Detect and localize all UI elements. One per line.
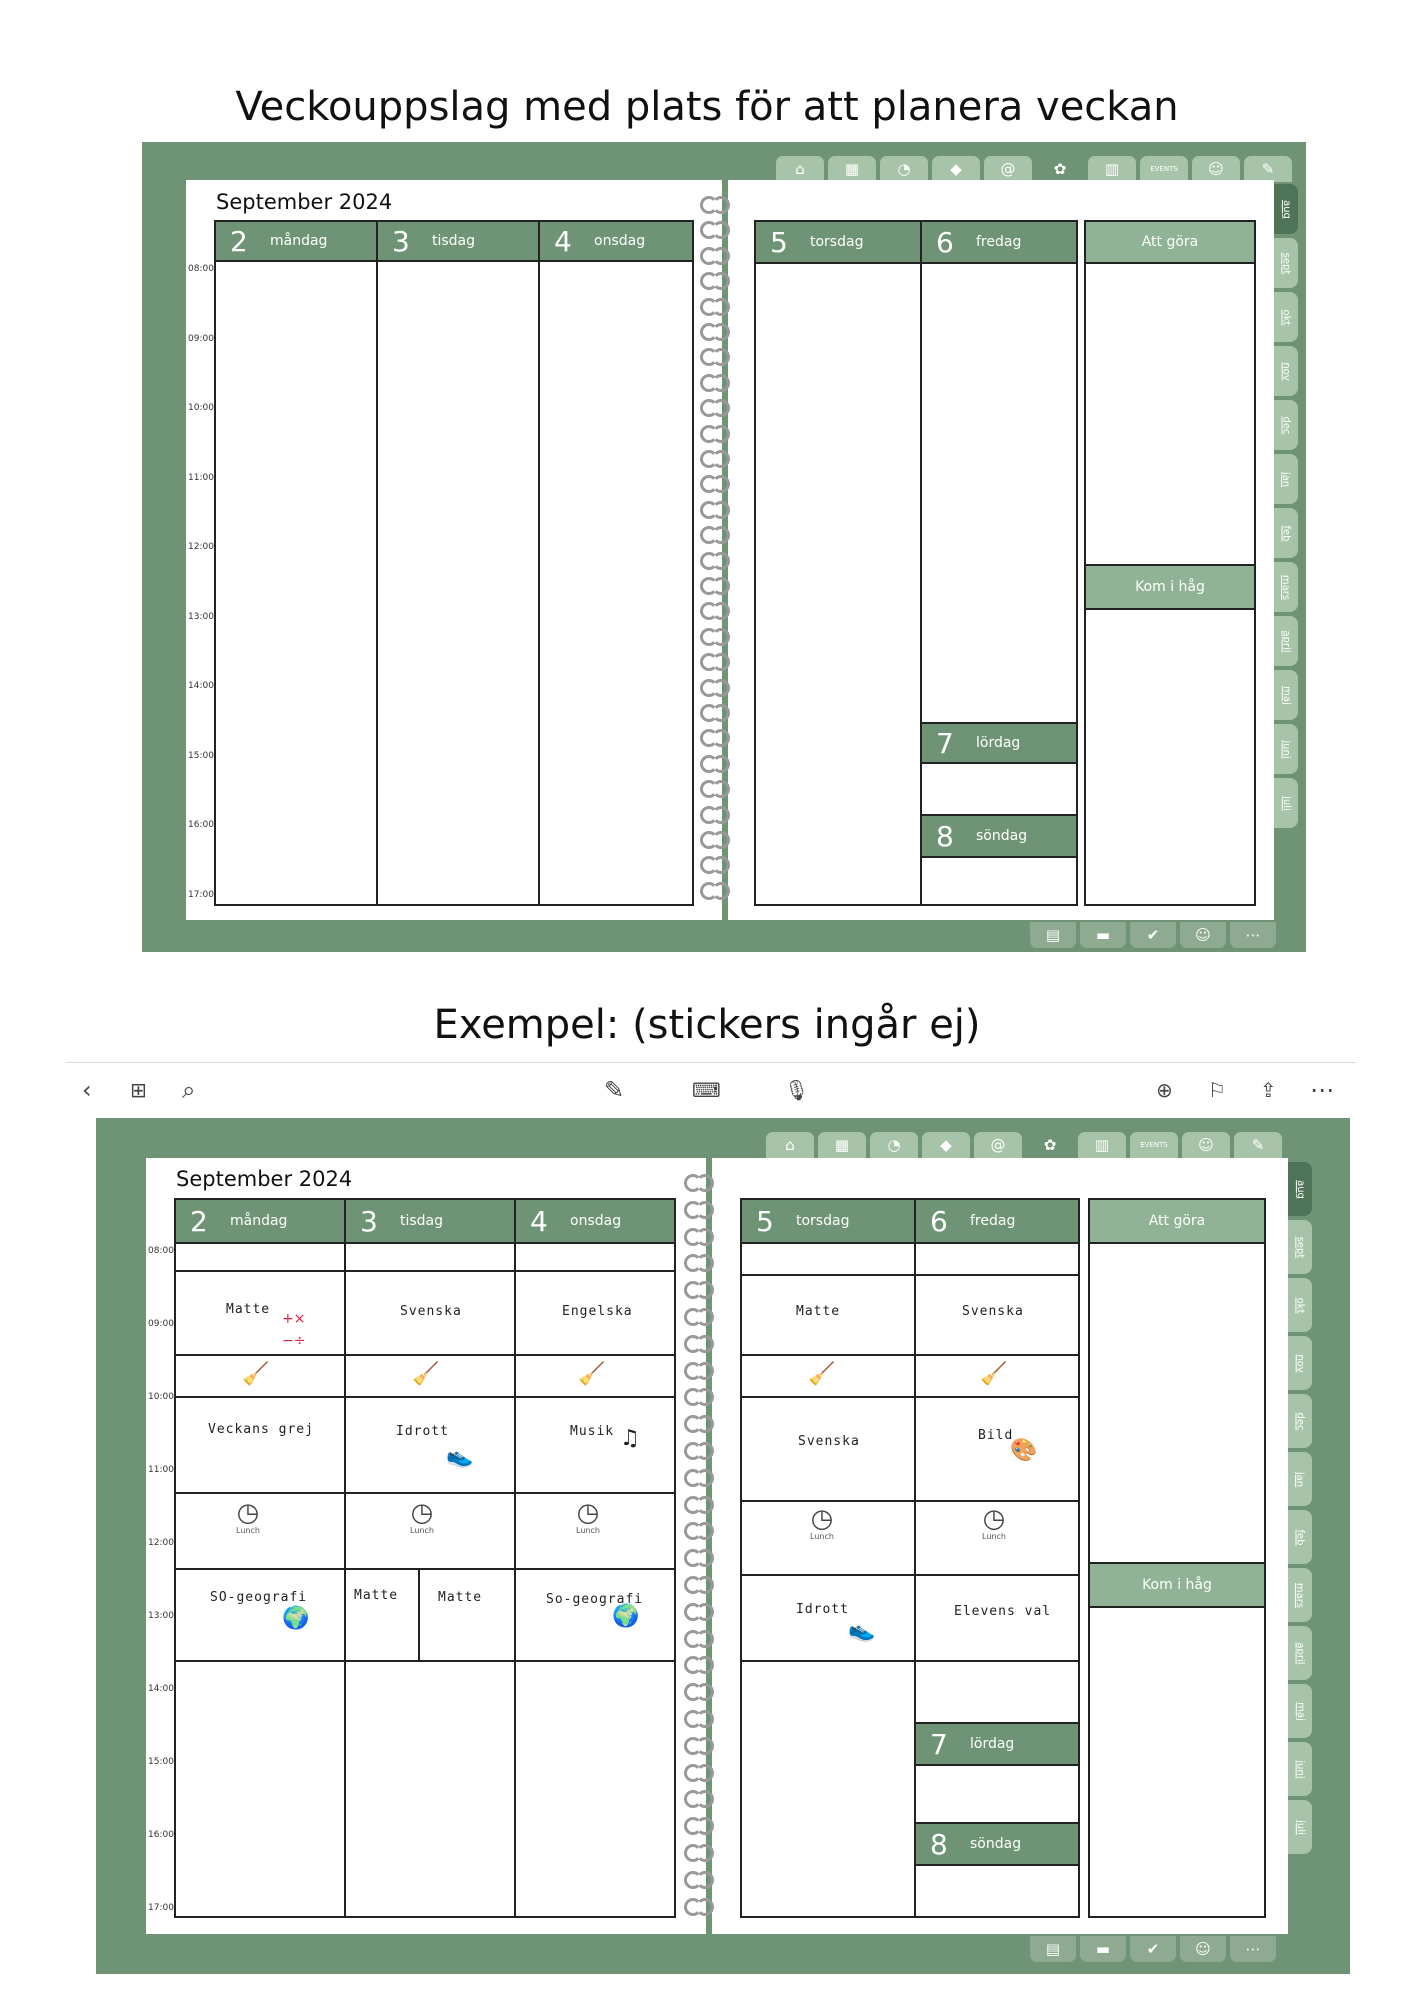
broom-icon: 🧹: [242, 1362, 270, 1387]
spiral-ring: [684, 1306, 714, 1322]
broom-icon: 🧹: [412, 1362, 440, 1387]
time-label: 16:00: [148, 1830, 174, 1840]
spiral-ring: [700, 550, 730, 566]
more-icon[interactable]: ⋯: [1230, 922, 1276, 948]
month-tab-maj[interactable]: maj: [1288, 1684, 1312, 1738]
time-label: 12:00: [148, 1538, 174, 1548]
month-tab-juni[interactable]: juni: [1274, 724, 1298, 774]
time-label: 14:00: [188, 681, 214, 691]
bottom-tab-bar: [1030, 1936, 1276, 1962]
divider: [740, 1500, 1080, 1502]
day-header-saturday: 7 lördag: [920, 722, 1078, 764]
lesson-label: Engelska: [562, 1304, 633, 1319]
bottom-tab-bar: [1030, 922, 1276, 948]
time-label: 15:00: [148, 1757, 174, 1767]
spiral-ring: [684, 1628, 714, 1644]
lunch-clock-icon: ◷ Lunch: [576, 1498, 600, 1535]
month-tabs: [1274, 184, 1298, 828]
spiral-ring: [684, 1467, 714, 1483]
time-label: 14:00: [148, 1684, 174, 1694]
spiral-ring: [684, 1842, 714, 1858]
spiral-ring: [684, 1172, 714, 1188]
spiral-ring: [700, 499, 730, 515]
lunch-clock-icon: ◷ Lunch: [410, 1498, 434, 1535]
lunch-clock-icon: ◷ Lunch: [982, 1504, 1006, 1541]
spiral-ring: [700, 677, 730, 693]
spiral-ring: [700, 346, 730, 362]
month-tab-sept[interactable]: sept: [1288, 1220, 1312, 1274]
day-header-friday: 6 fredag: [914, 1198, 1080, 1244]
spiral-ring: [700, 702, 730, 718]
month-tab-aug[interactable]: aug: [1288, 1162, 1312, 1216]
top-heading: Veckouppslag med plats för att planera veckan: [235, 84, 1179, 130]
lesson-label: Veckans grej: [208, 1422, 314, 1437]
sneaker-icon: 👟: [848, 1618, 876, 1643]
lesson-label: Matte: [354, 1588, 399, 1603]
month-tabs: [1288, 1162, 1312, 1854]
time-label: 08:00: [188, 264, 214, 274]
remember-header: Kom i håg: [1088, 1562, 1266, 1608]
day-header-thursday: 5 torsdag: [754, 220, 922, 264]
right-day-columns[interactable]: [740, 1242, 1080, 1918]
lesson-label: Svenska: [798, 1434, 860, 1449]
divider: [174, 1492, 676, 1494]
top-tab-bar: [766, 1132, 1282, 1158]
month-tab-mars[interactable]: mars: [1288, 1568, 1312, 1622]
divider: [740, 1660, 1080, 1662]
month-tab-juli[interactable]: juli: [1274, 778, 1298, 828]
month-tab-juli[interactable]: juli: [1288, 1800, 1312, 1854]
globe-icon: 🌍: [282, 1606, 310, 1631]
spiral-ring: [684, 1279, 714, 1295]
time-label: 11:00: [188, 473, 214, 483]
school-icon[interactable]: ▥: [1078, 1132, 1126, 1158]
divider: [920, 262, 922, 906]
smiley-icon[interactable]: ☺: [1180, 922, 1226, 948]
spiral-ring: [700, 880, 730, 896]
spiral-ring: [700, 473, 730, 489]
divider: [376, 260, 378, 906]
time-label: 15:00: [188, 751, 214, 761]
smiley-icon[interactable]: ☺: [1180, 1936, 1226, 1962]
lesson-label: Matte: [226, 1302, 271, 1317]
spiral-ring: [684, 1386, 714, 1402]
top-tab-bar: [776, 156, 1292, 182]
month-tab-feb[interactable]: feb: [1274, 508, 1298, 558]
lesson-label: Musik: [570, 1424, 615, 1439]
divider: [344, 1242, 346, 1918]
spiral-ring: [684, 1788, 714, 1804]
pen-icon[interactable]: ✎: [604, 1076, 625, 1104]
spiral-ring: [700, 854, 730, 870]
events-icon[interactable]: EVENTS: [1140, 156, 1188, 182]
right-day-columns[interactable]: [754, 262, 1078, 906]
month-tab-nov[interactable]: nov: [1274, 346, 1298, 396]
left-day-columns[interactable]: [174, 1242, 676, 1918]
todo-header: Att göra: [1084, 220, 1256, 264]
palette-icon: 🎨: [1010, 1438, 1038, 1463]
time-label: 17:00: [148, 1903, 174, 1913]
spiral-ring: [684, 1762, 714, 1778]
folder-icon[interactable]: ▬: [1080, 1936, 1126, 1962]
spiral-ring: [700, 245, 730, 261]
mic-icon[interactable]: 🎙: [784, 1078, 810, 1102]
time-label: 08:00: [148, 1246, 174, 1256]
spiral-ring: [700, 804, 730, 820]
divider: [740, 1396, 1080, 1398]
spiral-ring: [700, 651, 730, 667]
time-label: 13:00: [188, 612, 214, 622]
divider: [174, 1354, 676, 1356]
month-tab-feb[interactable]: feb: [1288, 1510, 1312, 1564]
grid-icon[interactable]: ⊞: [130, 1078, 147, 1102]
month-tab-april[interactable]: april: [1288, 1626, 1312, 1680]
time-label: 12:00: [188, 542, 214, 552]
spiral-ring: [700, 321, 730, 337]
spiral-ring: [684, 1681, 714, 1697]
day-header-monday: 2 måndag: [214, 220, 378, 262]
day-header-wednesday: 4 onsdag: [538, 220, 694, 262]
lesson-label: Matte: [796, 1304, 841, 1319]
folder-icon[interactable]: ▬: [1080, 922, 1126, 948]
month-tab-mars[interactable]: mars: [1274, 562, 1298, 612]
spiral-ring: [684, 1440, 714, 1456]
day-header-saturday: 7 lördag: [914, 1722, 1080, 1766]
month-tab-maj[interactable]: maj: [1274, 670, 1298, 720]
spiral-ring: [684, 1654, 714, 1670]
month-tab-jan[interactable]: jan: [1288, 1452, 1312, 1506]
month-title: September 2024: [176, 1167, 353, 1191]
notes-icon[interactable]: ▤: [1030, 1936, 1076, 1962]
day-header-monday: 2 måndag: [174, 1198, 346, 1244]
check-icon[interactable]: ✔: [1130, 922, 1176, 948]
spiral-binding: [684, 1172, 714, 1918]
divider: [514, 1242, 516, 1918]
divider: [740, 1574, 1080, 1576]
spiral-ring: [684, 1815, 714, 1831]
graduation-icon[interactable]: ◆: [932, 156, 980, 182]
spiral-ring: [700, 194, 730, 210]
example-heading: Exempel: (stickers ingår ej): [433, 1002, 981, 1048]
spiral-ring: [684, 1494, 714, 1510]
month-tab-juni[interactable]: juni: [1288, 1742, 1312, 1796]
check-icon[interactable]: ✔: [1130, 1936, 1176, 1962]
divider: [538, 260, 540, 906]
add-page-icon[interactable]: ⊕: [1156, 1078, 1173, 1102]
left-day-columns[interactable]: [214, 260, 694, 906]
lesson-label: Elevens val: [954, 1604, 1052, 1619]
time-label: 09:00: [188, 334, 214, 344]
month-tab-dec[interactable]: dec: [1274, 400, 1298, 450]
day-header-friday: 6 fredag: [920, 220, 1078, 264]
spiral-ring: [684, 1601, 714, 1617]
month-tab-sept[interactable]: sept: [1274, 238, 1298, 288]
more-icon[interactable]: ⋯: [1230, 1936, 1276, 1962]
broom-icon: 🧹: [980, 1362, 1008, 1387]
calendar-icon[interactable]: ▦: [828, 156, 876, 182]
month-title: September 2024: [216, 190, 393, 214]
group-icon[interactable]: ✿: [1026, 1132, 1074, 1158]
math-symbols-icon: +× −÷: [282, 1311, 306, 1349]
spiral-ring: [684, 1360, 714, 1376]
graduation-icon[interactable]: ◆: [922, 1132, 970, 1158]
spiral-ring: [684, 1735, 714, 1751]
day-header-tuesday: 3 tisdag: [376, 220, 540, 262]
more-icon[interactable]: ⋯: [1310, 1076, 1334, 1104]
spiral-ring: [684, 1547, 714, 1563]
pencil-icon[interactable]: ✎: [1244, 156, 1292, 182]
divider: [418, 1568, 420, 1660]
spiral-ring: [700, 524, 730, 540]
time-label: 16:00: [188, 820, 214, 830]
spiral-ring: [700, 448, 730, 464]
notes-icon[interactable]: ▤: [1030, 922, 1076, 948]
month-tab-aug[interactable]: aug: [1274, 184, 1298, 234]
lesson-label: Idrott: [396, 1424, 449, 1439]
spiral-ring: [684, 1520, 714, 1536]
day-header-tuesday: 3 tisdag: [344, 1198, 516, 1244]
time-label: 10:00: [148, 1392, 174, 1402]
keyboard-icon[interactable]: ⌨: [692, 1078, 721, 1102]
day-header-thursday: 5 torsdag: [740, 1198, 916, 1244]
divider: [174, 1396, 676, 1398]
spiral-ring: [700, 829, 730, 845]
spiral-ring: [684, 1252, 714, 1268]
lunch-clock-icon: ◷ Lunch: [236, 1498, 260, 1535]
spiral-ring: [700, 397, 730, 413]
time-label: 10:00: [188, 403, 214, 413]
spiral-ring: [700, 270, 730, 286]
spiral-ring: [700, 600, 730, 616]
divider: [174, 1270, 676, 1272]
month-tab-dec[interactable]: dec: [1288, 1394, 1312, 1448]
day-header-sunday: 8 söndag: [914, 1822, 1080, 1866]
time-label: 17:00: [188, 890, 214, 900]
robot-icon[interactable]: ☺: [1182, 1132, 1230, 1158]
group-icon[interactable]: ✿: [1036, 156, 1084, 182]
lesson-label: Idrott: [796, 1602, 849, 1617]
lesson-label: Bild: [978, 1428, 1014, 1443]
sneaker-icon: 👟: [446, 1444, 474, 1469]
home-icon[interactable]: ⌂: [776, 156, 824, 182]
day-header-wednesday: 4 onsdag: [514, 1198, 676, 1244]
spiral-ring: [700, 626, 730, 642]
lesson-label: Svenska: [400, 1304, 462, 1319]
spiral-ring: [684, 1199, 714, 1215]
spiral-ring: [684, 1869, 714, 1885]
robot-icon[interactable]: ☺: [1192, 156, 1240, 182]
app-toolbar: [66, 1062, 1356, 1118]
email-icon[interactable]: @: [974, 1132, 1022, 1158]
spiral-ring: [684, 1413, 714, 1429]
bookmark-icon[interactable]: ⚐: [1208, 1078, 1226, 1102]
spiral-ring: [700, 727, 730, 743]
spiral-ring: [700, 296, 730, 312]
pencil-icon[interactable]: ✎: [1234, 1132, 1282, 1158]
back-icon[interactable]: ‹: [82, 1076, 92, 1104]
music-notes-icon: ♫: [620, 1426, 640, 1451]
spiral-ring: [684, 1896, 714, 1912]
day-header-sunday: 8 söndag: [920, 814, 1078, 858]
home-icon[interactable]: ⌂: [766, 1132, 814, 1158]
month-tab-jan[interactable]: jan: [1274, 454, 1298, 504]
divider: [914, 1242, 916, 1918]
broom-icon: 🧹: [808, 1362, 836, 1387]
time-label: 13:00: [148, 1611, 174, 1621]
lunch-clock-icon: ◷ Lunch: [810, 1504, 834, 1541]
year-icon[interactable]: ◔: [880, 156, 928, 182]
divider: [174, 1568, 676, 1570]
month-tab-okt[interactable]: okt: [1288, 1278, 1312, 1332]
spiral-ring: [684, 1574, 714, 1590]
lesson-label: Svenska: [962, 1304, 1024, 1319]
spiral-binding: [700, 194, 730, 904]
month-tab-nov[interactable]: nov: [1288, 1336, 1312, 1390]
remember-header: Kom i håg: [1084, 564, 1256, 610]
search-icon[interactable]: ⌕: [182, 1076, 196, 1104]
share-icon[interactable]: ⇪: [1260, 1078, 1277, 1102]
spiral-ring: [684, 1708, 714, 1724]
time-label: 11:00: [148, 1465, 174, 1475]
broom-icon: 🧹: [578, 1362, 606, 1387]
events-icon[interactable]: EVENTS: [1130, 1132, 1178, 1158]
email-icon[interactable]: @: [984, 156, 1032, 182]
divider: [740, 1354, 1080, 1356]
month-tab-okt[interactable]: okt: [1274, 292, 1298, 342]
lesson-label: SO-geografi: [210, 1590, 308, 1605]
year-icon[interactable]: ◔: [870, 1132, 918, 1158]
lesson-label: Matte: [438, 1590, 483, 1605]
spiral-ring: [684, 1333, 714, 1349]
time-label: 09:00: [148, 1319, 174, 1329]
globe-icon: 🌍: [612, 1604, 640, 1629]
spiral-ring: [700, 423, 730, 439]
todo-header: Att göra: [1088, 1198, 1266, 1244]
spiral-ring: [700, 753, 730, 769]
lesson-label: So-geografi: [546, 1592, 644, 1607]
spiral-ring: [700, 219, 730, 235]
divider: [174, 1660, 676, 1662]
spiral-ring: [700, 778, 730, 794]
spiral-ring: [700, 575, 730, 591]
month-tab-april[interactable]: april: [1274, 616, 1298, 666]
calendar-icon[interactable]: ▦: [818, 1132, 866, 1158]
spiral-ring: [700, 372, 730, 388]
school-icon[interactable]: ▥: [1088, 156, 1136, 182]
spiral-ring: [684, 1226, 714, 1242]
divider: [740, 1274, 1080, 1276]
